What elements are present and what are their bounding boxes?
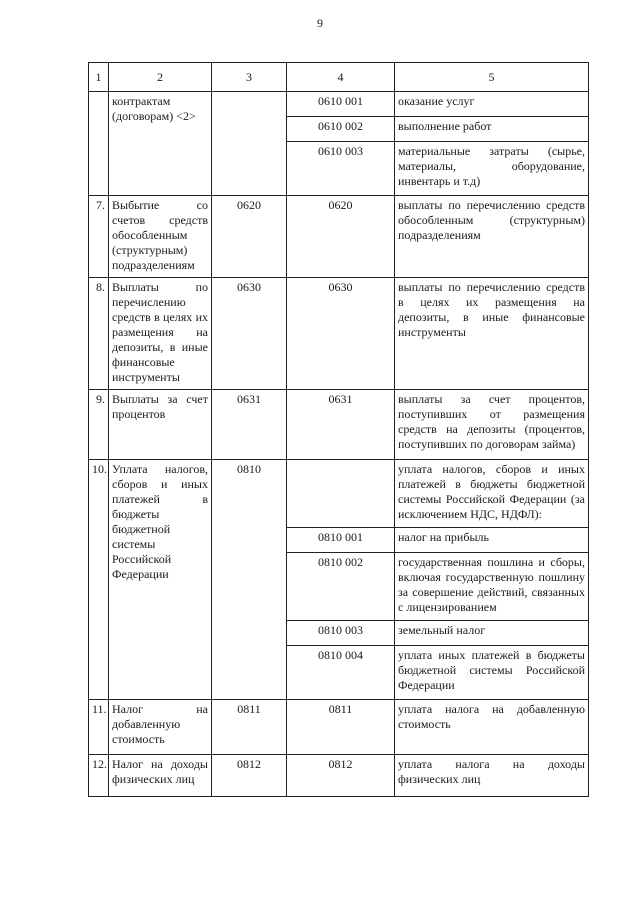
row-code: 0811 <box>212 700 287 755</box>
row-code: 0631 <box>212 390 287 460</box>
row-code: 0620 <box>212 196 287 278</box>
row-subcode <box>287 460 395 528</box>
row-name: Выплаты за счет процентов <box>109 390 212 460</box>
table-row <box>89 460 589 528</box>
row-description: оказание услуг <box>395 92 589 117</box>
row-number: 11. <box>89 700 109 755</box>
table-row <box>89 196 589 278</box>
row-name: Уплата налогов, сборов и иных платежей в бюджеты бюджетной системы Российской Федерации <box>109 460 212 700</box>
row-description: выплаты по перечислению средств в целях их размещения на депозиты, в иные финансовые инструменты <box>395 278 589 390</box>
row-description: налог на прибыль <box>395 528 589 553</box>
row-subcode: 0811 <box>287 700 395 755</box>
row-subcode: 0812 <box>287 755 395 797</box>
row-subcode: 0630 <box>287 278 395 390</box>
table-row <box>89 92 589 117</box>
row-description: земельный налог <box>395 621 589 646</box>
row-description: уплата иных платежей в бюджеты бюджетной системы Российской Федерации <box>395 646 589 700</box>
row-description: уплата налога на добавленную стоимость <box>395 700 589 755</box>
row-subcode: 0810 004 <box>287 646 395 700</box>
row-number: 8. <box>89 278 109 390</box>
payment-codes-table <box>88 62 589 797</box>
table-header-row <box>89 63 589 92</box>
row-description: материальные затраты (сырье, материалы, оборудование, инвентарь и т.д) <box>395 142 589 196</box>
row-code: 0630 <box>212 278 287 390</box>
row-subcode: 0610 002 <box>287 117 395 142</box>
row-subcode: 0810 003 <box>287 621 395 646</box>
row-subcode: 0631 <box>287 390 395 460</box>
row-name: Выбытие со счетов средств обособленным (структурным) подразделениям <box>109 196 212 278</box>
col-header-5: 5 <box>395 63 589 92</box>
row-subcode: 0810 002 <box>287 553 395 621</box>
table-row <box>89 390 589 460</box>
row-number <box>89 92 109 196</box>
row-number: 9. <box>89 390 109 460</box>
row-name: Налог на добавленную стоимость <box>109 700 212 755</box>
row-description: уплата налогов, сборов и иных платежей в бюджеты бюджетной системы Российской Федерации (за исключением НДС, НДФЛ): <box>395 460 589 528</box>
row-description: выплаты за счет процентов, поступивших от размещения средств на депозиты (процентов, поступивших по договорам займа) <box>395 390 589 460</box>
row-subcode: 0610 003 <box>287 142 395 196</box>
row-name: Выплаты по перечислению средств в целях их размещения на депозиты, в иные финансовые инструменты <box>109 278 212 390</box>
col-header-4: 4 <box>287 63 395 92</box>
col-header-2: 2 <box>109 63 212 92</box>
row-description: уплата налога на доходы физических лиц <box>395 755 589 797</box>
table-row <box>89 700 589 755</box>
row-number: 10. <box>89 460 109 700</box>
row-subcode: 0610 001 <box>287 92 395 117</box>
row-code <box>212 92 287 196</box>
row-name: Налог на доходы физических лиц <box>109 755 212 797</box>
col-header-1: 1 <box>89 63 109 92</box>
row-number: 12. <box>89 755 109 797</box>
row-description: выполнение работ <box>395 117 589 142</box>
row-number: 7. <box>89 196 109 278</box>
row-name: контрактам (договорам) <2> <box>109 92 212 196</box>
row-subcode: 0620 <box>287 196 395 278</box>
col-header-3: 3 <box>212 63 287 92</box>
table-row <box>89 755 589 797</box>
row-description: выплаты по перечислению средств обособленным (структурным) подразделениям <box>395 196 589 278</box>
page-number: 9 <box>317 16 323 30</box>
table-row <box>89 278 589 390</box>
row-code: 0810 <box>212 460 287 700</box>
row-code: 0812 <box>212 755 287 797</box>
row-subcode: 0810 001 <box>287 528 395 553</box>
row-description: государственная пошлина и сборы, включая государственную пошлину за совершение действий, связанных с лицензированием <box>395 553 589 621</box>
